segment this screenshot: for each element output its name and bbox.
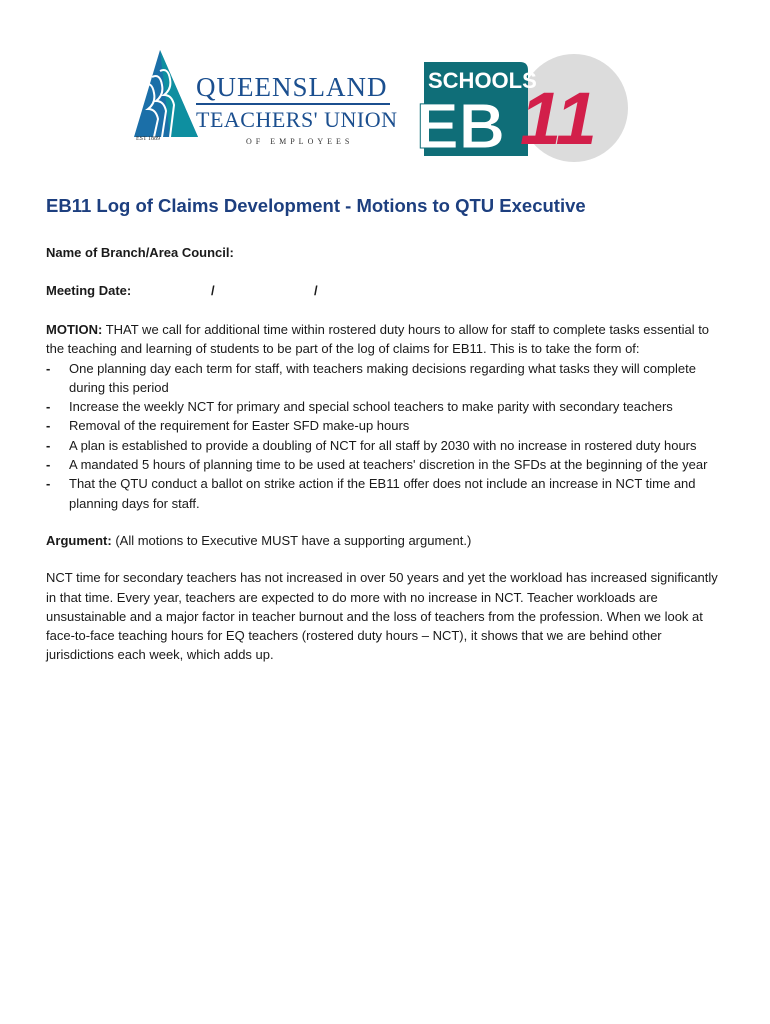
qtu-line-employees: OF EMPLOYEES: [246, 137, 354, 146]
list-item: [46, 359, 726, 398]
eb11-number-text: 11: [520, 77, 597, 160]
bullet-dash: -: [46, 399, 51, 415]
header: [0, 0, 770, 180]
motion-label: MOTION:: [46, 322, 103, 337]
bullet-dash: -: [46, 418, 51, 434]
document-title: EB11 Log of Claims Development - Motions to QTU Executive: [46, 195, 586, 216]
eb11-eb-text: EB: [416, 90, 505, 162]
meeting-date-field: [46, 282, 726, 300]
bullet-dash: -: [46, 360, 51, 376]
qtu-divider: [196, 103, 390, 105]
list-item-text: One planning day each term for staff, with teachers making decisions regarding what tasks they will complete during this period: [69, 360, 696, 395]
eb11-schools-text: SCHOOLS: [428, 68, 537, 93]
list-item-text: That the QTU conduct a ballot on strike action if the EB11 offer does not include an increase in NCT time and planning days for staff.: [69, 476, 696, 511]
qtu-emblem-icon: [130, 45, 200, 145]
meeting-date-label: Meeting Date:: [46, 283, 132, 298]
bullet-dash: -: [46, 457, 51, 473]
motion-list: [46, 359, 726, 513]
argument-heading: [46, 531, 726, 550]
document-body: [46, 190, 726, 665]
schools-eb11-logo: [412, 52, 628, 164]
list-item-text: A mandated 5 hours of planning time to be used at teachers' discretion in the SFDs at the beginning of the year: [69, 457, 708, 473]
list-item: [46, 416, 726, 435]
branch-field-label: Name of Branch/Area Council:: [46, 245, 234, 260]
motion-text: THAT we call for additional time within rostered duty hours to allow for staff to complete tasks essential to the teaching and learning of students to be part of the log of claims for EB11. This is to take the form of:: [46, 322, 710, 357]
motion-paragraph: [46, 320, 726, 359]
qtu-wordmark: [196, 74, 398, 146]
bullet-dash: -: [46, 476, 51, 492]
qtu-established: EST 1889: [136, 136, 161, 142]
argument-note: (All motions to Executive MUST have a supporting argument.): [111, 532, 472, 548]
list-item: [46, 436, 726, 455]
bullet-dash: -: [46, 437, 51, 453]
date-separator-2: /: [314, 283, 318, 298]
list-item: [46, 397, 726, 416]
qtu-line-queensland: QUEENSLAND: [196, 72, 388, 102]
list-item: [46, 455, 726, 474]
list-item: [46, 474, 726, 513]
list-item-text: A plan is established to provide a doubling of NCT for all staff by 2030 with no increase in rostered duty hours: [69, 437, 697, 453]
argument-label: Argument:: [46, 532, 112, 548]
date-separator-1: /: [211, 283, 215, 298]
list-item-text: Increase the weekly NCT for primary and special school teachers to make parity with secondary teachers: [69, 399, 673, 415]
argument-text: NCT time for secondary teachers has not increased in over 50 years and yet the workload has increased significantly in that time. Every year, teachers are expected to do more with no increase in NCT. Teacher workloads are unsustainable and a major factor in teacher burnout and the loss of teachers from the profession. When we look at face-to-face teaching hours for EQ teachers (rostered duty hours – NCT), it shows that we are behind other jurisdictions each week, which adds up.: [46, 570, 718, 663]
qtu-line-teachers-union: TEACHERS' UNION: [196, 107, 398, 132]
list-item-text: Removal of the requirement for Easter SFD make-up hours: [69, 418, 410, 434]
